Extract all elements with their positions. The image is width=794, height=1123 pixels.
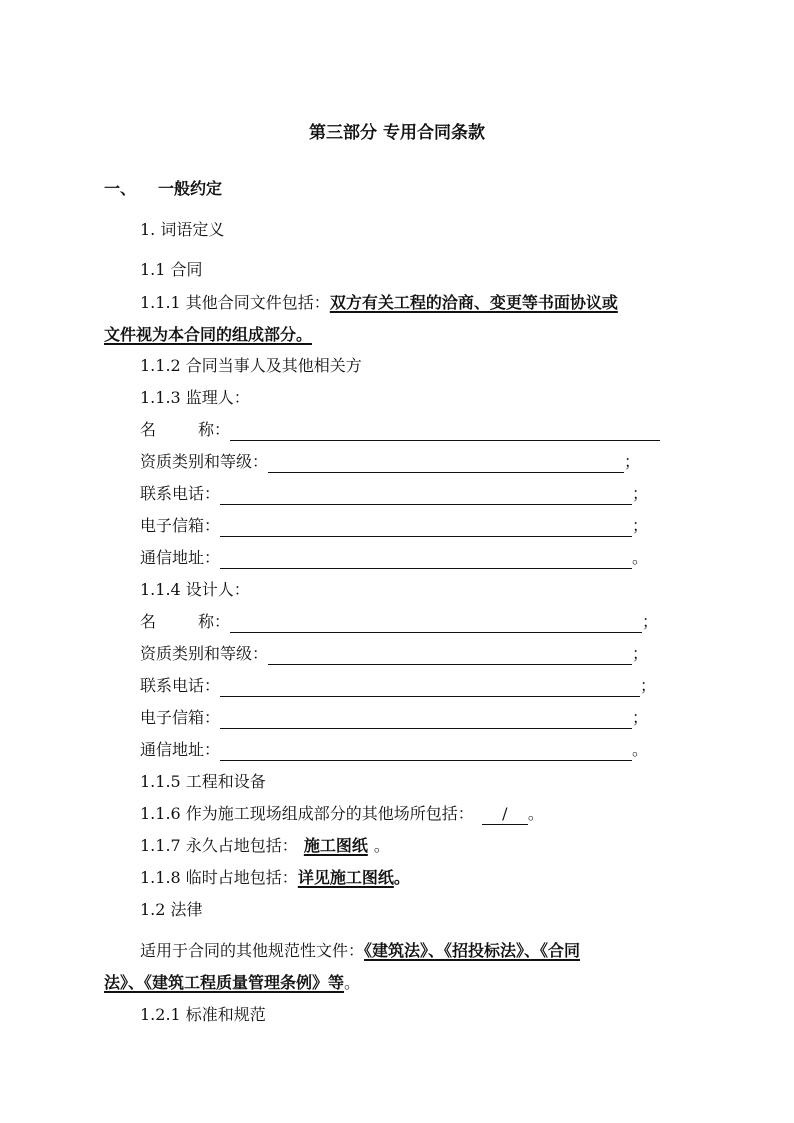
item-1-1-1-value: 双方有关工程的洽商、变更等书面协议或 [329, 293, 618, 312]
item-1-1-6: 1.1.6 作为施工现场组成部分的其他场所包括： / 。 [140, 804, 544, 823]
designer-phone-field[interactable] [220, 678, 640, 697]
item-1-1-4-heading: 1.1.4 设计人： [140, 580, 250, 599]
designer-phone-row: 联系电话： ； [140, 676, 657, 695]
designer-address-row: 通信地址： 。 [140, 740, 649, 759]
designer-email-row: 电子信箱： ； [140, 708, 649, 727]
regulations-value: 《建筑法》、《招投标法》、《合同 [364, 941, 581, 960]
supervisor-address-field[interactable] [220, 550, 632, 569]
item-1-1-8: 1.1.8 临时占地包括：详见施工图纸。 [140, 868, 410, 887]
permanent-land-value: 施工图纸 [303, 836, 368, 855]
item-1-1-3-heading: 1.1.3 监理人： [140, 388, 250, 407]
supervisor-qualification-field[interactable] [268, 454, 624, 473]
item-1-1: 1.1 合同 [140, 260, 203, 279]
section-heading [104, 178, 222, 200]
supervisor-qualification-row: 资质类别和等级： ； [140, 452, 641, 471]
supervisor-address-row: 通信地址： 。 [140, 548, 649, 567]
section-label: 一般约定 [158, 179, 223, 198]
item-1-1-1 [140, 292, 618, 314]
regulations-value-2: 法》、《建筑工程质量管理条例》等 [104, 973, 345, 992]
supervisor-phone-field[interactable] [220, 486, 632, 505]
designer-email-field[interactable] [220, 710, 632, 729]
item-1: 1. 词语定义 [140, 220, 225, 239]
designer-address-field[interactable] [220, 742, 632, 761]
designer-name-row: 名 称： ； [140, 612, 659, 631]
item-1-2-text-continued: 法》、《建筑工程质量管理条例》等。 [104, 973, 361, 992]
item-1-1-1-continued [104, 324, 312, 346]
designer-qualification-field[interactable] [268, 646, 632, 665]
item-1-1-1-value-2: 文件视为本合同的组成部分。 [104, 325, 313, 344]
supervisor-name-row: 名 称： [140, 419, 660, 441]
item-1-2-1: 1.2.1 标准和规范 [140, 1005, 266, 1024]
supervisor-email-field[interactable] [220, 518, 632, 537]
designer-name-field[interactable] [230, 614, 642, 633]
supervisor-phone-row: 联系电话： ； [140, 484, 649, 503]
supervisor-email-row: 电子信箱： ； [140, 516, 649, 535]
item-1-1-7: 1.1.7 永久占地包括： 施工图纸 。 [140, 836, 390, 855]
supervisor-name-field[interactable] [230, 422, 660, 441]
section-number: 一、 [104, 179, 137, 198]
item-1-1-5: 1.1.5 工程和设备 [140, 772, 266, 791]
temporary-land-value: 详见施工图纸 [297, 868, 394, 887]
item-1-1-2: 1.1.2 合同当事人及其他相关方 [140, 356, 362, 375]
item-1-2: 1.2 法律 [140, 900, 203, 919]
designer-qualification-row: 资质类别和等级： ； [140, 644, 649, 663]
item-1-2-text: 适用于合同的其他规范性文件：《建筑法》、《招投标法》、《合同 [140, 941, 581, 960]
other-sites-field[interactable]: / [482, 804, 528, 825]
page-title: 第三部分 专用合同条款 [309, 123, 485, 143]
item-1-1-1-label: 1.1.1 其他合同文件包括： [140, 293, 330, 312]
